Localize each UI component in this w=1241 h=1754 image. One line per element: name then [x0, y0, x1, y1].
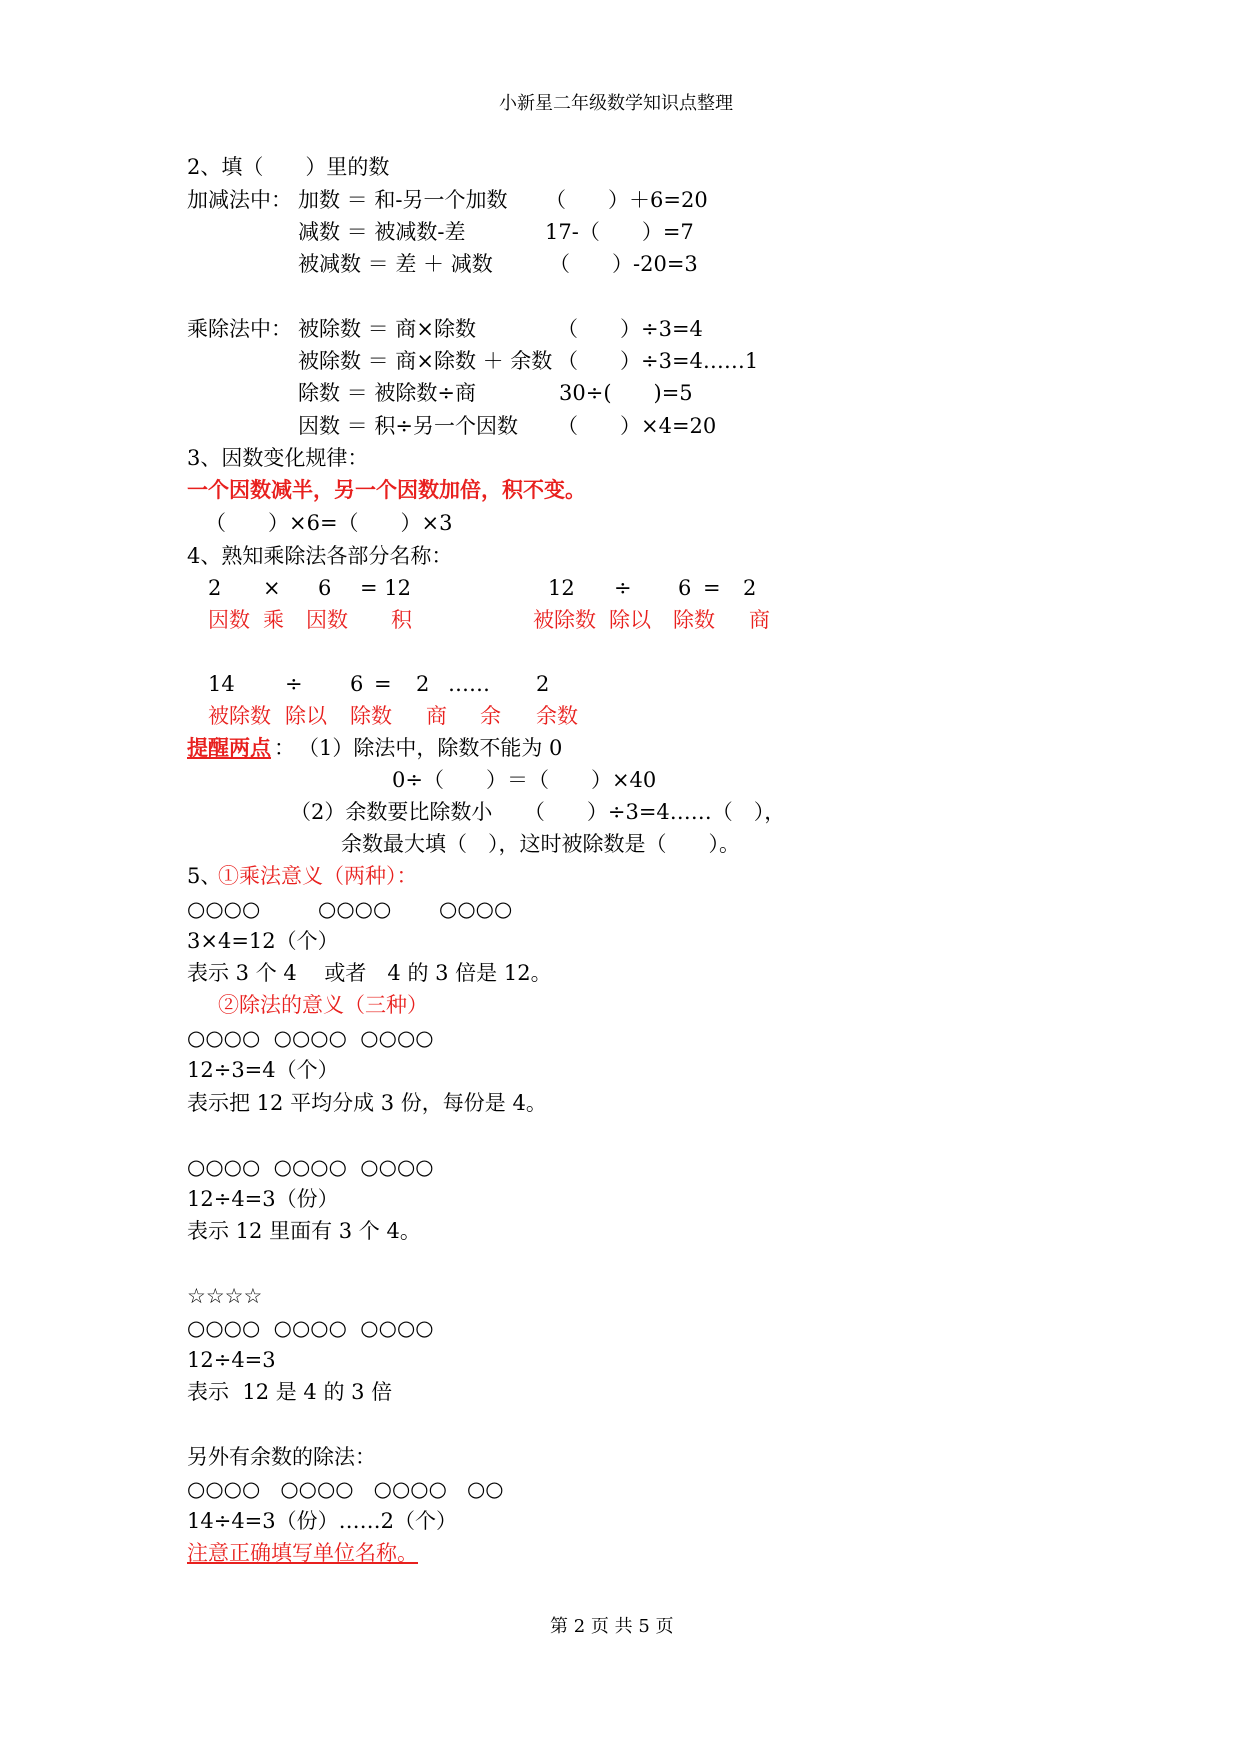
page-header: 小新星二年级数学知识点整理 [499, 93, 733, 114]
add-exercise-3: （ ）-20=3 [549, 252, 698, 276]
rem-eq-quotient: 2 [416, 672, 430, 696]
div-eq-equals: = [703, 576, 721, 600]
add-formula-2: 减数 ＝ 被减数-差 [298, 220, 466, 244]
rem-eq-remainder: 2 [536, 672, 550, 696]
div-eq-divisor: 6 [678, 576, 692, 600]
div1-circles: ○○○○ ○○○○ ○○○○ [187, 1026, 434, 1050]
mul-circles-1: ○○○○ [187, 897, 261, 921]
div3-circles: ○○○○ ○○○○ ○○○○ [187, 1316, 434, 1340]
mul-exercise-4: （ ）×4=20 [557, 414, 717, 438]
rem-eq-divisor: 6 [350, 672, 364, 696]
div2-equation: 12÷4=3（份） [187, 1187, 339, 1211]
mul-eq-factor-1: 2 [208, 576, 222, 600]
remind-2: （2）余数要比除数小 （ ）÷3=4……（ ）， [290, 800, 786, 824]
rem-name-remainder: 余数 [536, 704, 578, 728]
name-divide-by: 除以 [609, 608, 651, 632]
add-exercise-2: 17-（ ）=7 [545, 220, 694, 244]
mul-formula-2: 被除数 ＝ 商×除数 ＋ 余数 [298, 349, 553, 373]
factor-rule: 一个因数减半，另一个因数加倍，积不变。 [187, 477, 586, 502]
div3-equation: 12÷4=3 [187, 1348, 276, 1372]
name-factor-1: 因数 [208, 608, 250, 632]
mul-meaning: 表示 3 个 4 或者 4 的 3 倍是 12。 [187, 961, 552, 985]
div2-meaning: 表示 12 里面有 3 个 4。 [187, 1219, 421, 1243]
rem-eq-ellipsis: …… [448, 672, 490, 696]
rem-name-divide-by: 除以 [285, 704, 327, 728]
div3-meaning: 表示 12 是 4 的 3 倍 [187, 1380, 393, 1404]
div1-meaning: 表示把 12 平均分成 3 份，每份是 4。 [187, 1091, 547, 1115]
remind-1: （1）除法中，除数不能为 0 [298, 736, 563, 760]
add-formula-3: 被减数 ＝ 差 ＋ 减数 [298, 252, 493, 276]
name-factor-2: 因数 [306, 608, 348, 632]
page-footer: 第 2 页 共 5 页 [550, 1616, 674, 1637]
section-5-title: ①乘法意义（两种）： [218, 864, 418, 888]
mul-exercise-2: （ ）÷3=4……1 [557, 349, 759, 373]
name-quotient: 商 [749, 608, 770, 632]
remainder-title: 另外有余数的除法： [187, 1445, 376, 1469]
rem-name-dividend: 被除数 [208, 704, 271, 728]
name-dividend: 被除数 [533, 608, 596, 632]
name-divisor: 除数 [673, 608, 715, 632]
div2-circles: ○○○○ ○○○○ ○○○○ [187, 1155, 434, 1179]
mul-exercise-3: 30÷( )=5 [559, 381, 693, 405]
div-eq-dividend: 12 [548, 576, 575, 600]
mul-eq-times: × [263, 576, 281, 600]
mul-formula-1: 被除数 ＝ 商×除数 [298, 317, 476, 341]
mul-equation: 3×4=12（个） [187, 929, 339, 953]
rem-eq-dividend: 14 [208, 672, 235, 696]
mul-circles-2: ○○○○ [318, 897, 392, 921]
rem-name-quotient: 商 [426, 704, 447, 728]
mul-div-label: 乘除法中： [187, 317, 292, 341]
mul-exercise-1: （ ）÷3=4 [557, 317, 703, 341]
section-2-title: 2、填（ ）里的数 [187, 155, 390, 179]
rem-eq-divide: ÷ [285, 672, 303, 696]
section-5-num: 5、 [187, 864, 222, 888]
section-4-title: 4、熟知乘除法各部分名称： [187, 544, 453, 568]
factor-exercise: （ ）×6=（ ）×3 [205, 511, 453, 535]
name-product: 积 [391, 608, 412, 632]
remind-2-b: 余数最大填（ ），这时被除数是（ ）。 [341, 832, 740, 856]
unit-note: 注意正确填写单位名称。 [187, 1541, 418, 1565]
div-meaning-title: ②除法的意义（三种） [218, 993, 428, 1017]
add-sub-label: 加减法中： [187, 188, 292, 212]
mul-circles-3: ○○○○ [439, 897, 513, 921]
remind-1-exercise: 0÷（ ）＝（ ）×40 [392, 768, 657, 792]
div-eq-divide: ÷ [614, 576, 632, 600]
rem-eq-equals: = [374, 672, 392, 696]
rem-name-divisor: 除数 [350, 704, 392, 728]
rem-name-rem: 余 [480, 704, 501, 728]
add-formula-1: 加数 ＝ 和-另一个加数 [298, 188, 508, 212]
mul-formula-3: 除数 ＝ 被除数÷商 [298, 381, 476, 405]
remainder-equation: 14÷4=3（份）……2（个） [187, 1509, 457, 1533]
mul-eq-product: = 12 [360, 576, 411, 600]
add-exercise-1: （ ）＋6=20 [545, 188, 708, 212]
section-3-title: 3、因数变化规律： [187, 446, 369, 470]
div3-stars: ☆☆☆☆ [187, 1284, 263, 1308]
name-times: 乘 [263, 608, 284, 632]
mul-eq-factor-2: 6 [318, 576, 332, 600]
div1-equation: 12÷3=4（个） [187, 1058, 339, 1082]
remind-label: 提醒两点 [187, 735, 271, 760]
mul-formula-4: 因数 ＝ 积÷另一个因数 [298, 414, 518, 438]
div-eq-quotient: 2 [743, 576, 757, 600]
remainder-circles: ○○○○ ○○○○ ○○○○ ○○ [187, 1477, 504, 1501]
remind-colon: ： [274, 736, 295, 760]
